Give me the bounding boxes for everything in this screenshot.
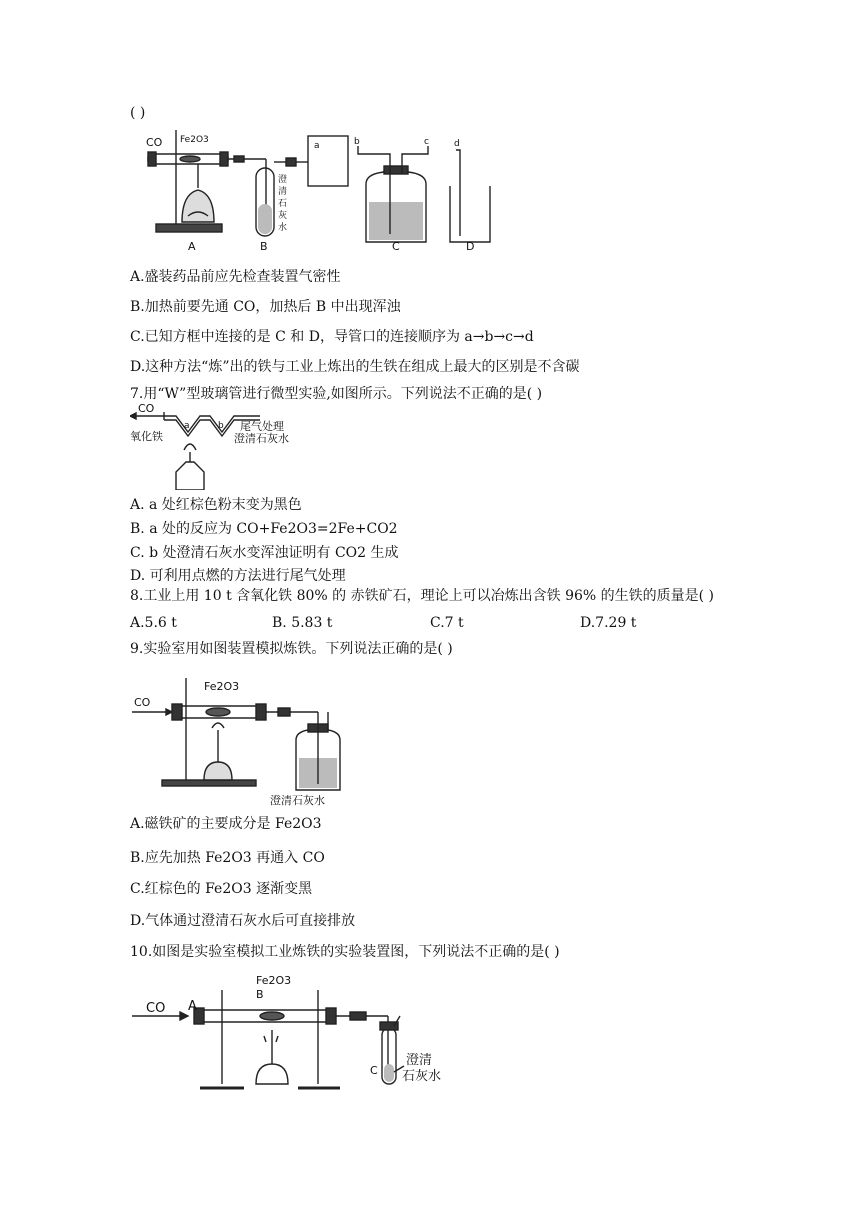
q6-port-a: a <box>314 141 320 151</box>
q10-co-label: CO <box>146 1001 166 1016</box>
q10-limewater-1: 澄清 <box>406 1053 433 1068</box>
q9-co-label: CO <box>134 696 151 709</box>
q6-fe2o3-label: Fe2O3 <box>180 135 209 145</box>
q9-stem: 9.实验室用如图装置模拟炼铁。下列说法正确的是( ) <box>130 641 453 657</box>
q8-stem: 8.工业上用 10 t 含氧化铁 80% 的 赤铁矿石，理论上可以冶炼出含铁 96% 的生铁的质量是( ) <box>130 588 715 604</box>
q10-stem: 10.如图是实验室模拟工业炼铁的实验装置图，下列说法不正确的是( ) <box>130 944 560 960</box>
q8-option-d: D.7.29 t <box>580 615 637 631</box>
q7-w-tube-figure <box>130 402 310 490</box>
q6-port-c: c <box>424 137 429 147</box>
q6-option-d: D.这种方法“炼”出的铁与工业上炼出的生铁在组成上最大的区别是不含碳 <box>130 359 580 375</box>
q9-option-a: A.磁铁矿的主要成分是 Fe2O3 <box>130 816 322 832</box>
q6-label-a: A <box>188 240 196 253</box>
q6-bracket: ( ) <box>130 105 146 121</box>
q6-option-a: A.盛装药品前应先检查装置气密性 <box>130 269 341 285</box>
q9-apparatus-figure <box>132 670 356 806</box>
q7-option-a: A. a 处红棕色粉末变为黑色 <box>130 497 302 513</box>
q9-option-d: D.气体通过澄清石灰水后可直接排放 <box>130 913 356 929</box>
q6-option-c: C.已知方框中连接的是 C 和 D，导管口的连接顺序为 a→b→c→d <box>130 329 534 345</box>
q10-fe2o3-label: Fe2O3 <box>256 974 292 987</box>
q6-limewater-4: 灰 <box>278 211 288 221</box>
q9-option-c: C.红棕色的 Fe2O3 逐渐变黑 <box>130 881 313 897</box>
q8-option-b: B. 5.83 t <box>272 615 333 631</box>
q7-option-b: B. a 处的反应为 CO+Fe2O3=2Fe+CO2 <box>130 521 398 537</box>
q7-iron-oxide-label: 氧化铁 <box>130 430 163 443</box>
q6-limewater-5: 水 <box>278 223 288 233</box>
q6-label-b: B <box>260 240 268 253</box>
q6-port-b: b <box>354 137 360 147</box>
q6-label-d: D <box>466 240 475 253</box>
q6-co-label: CO <box>146 136 163 149</box>
q6-option-b: B.加热前要先通 CO，加热后 B 中出现浑浊 <box>130 299 401 315</box>
q9-option-b: B.应先加热 Fe2O3 再通入 CO <box>130 850 325 866</box>
q7-option-d: D. 可利用点燃的方法进行尾气处理 <box>130 568 346 584</box>
q7-label-a: a <box>184 421 190 431</box>
q7-stem: 7.用“W”型玻璃管进行微型实验,如图所示。下列说法不正确的是( ) <box>130 386 543 402</box>
q7-option-c: C. b 处澄清石灰水变浑浊证明有 CO2 生成 <box>130 545 399 561</box>
q7-label-b: b <box>218 421 224 431</box>
q8-option-c: C.7 t <box>430 615 464 631</box>
q9-fe2o3-label: Fe2O3 <box>204 680 240 693</box>
q6-limewater-2: 清 <box>278 187 288 197</box>
q10-label-c: C <box>370 1064 378 1077</box>
q10-limewater-2: 石灰水 <box>402 1069 442 1084</box>
q10-apparatus-figure <box>132 970 472 1092</box>
q7-limewater-label: 澄清石灰水 <box>234 432 289 445</box>
q10-label-a: A <box>188 999 197 1014</box>
q7-tail-gas-label: 尾气处理 <box>240 420 284 433</box>
q9-limewater-label: 澄清石灰水 <box>270 794 325 806</box>
q6-label-c: C <box>392 240 400 253</box>
q8-option-a: A.5.6 t <box>130 615 177 631</box>
q6-limewater-3: 石 <box>278 199 288 209</box>
q10-label-b: B <box>256 988 264 1001</box>
q6-apparatus-figure <box>138 124 498 254</box>
q7-co-label: CO <box>138 402 155 415</box>
q6-port-d: d <box>454 139 460 149</box>
q6-limewater-1: 澄 <box>278 175 288 185</box>
